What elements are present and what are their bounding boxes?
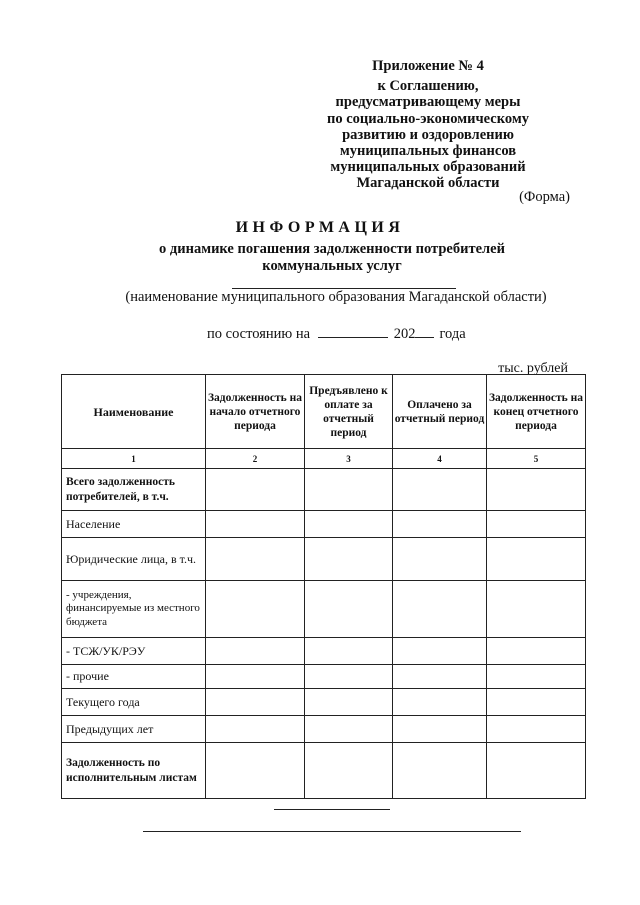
data-cell[interactable] xyxy=(487,538,586,581)
appendix-line: к Соглашению, xyxy=(377,78,479,95)
table-row xyxy=(62,716,586,743)
data-cell[interactable] xyxy=(206,581,305,638)
appendix-number: Приложение № 4 xyxy=(372,58,484,74)
data-cell[interactable] xyxy=(393,689,487,716)
row-label: Текущего года xyxy=(62,689,206,716)
row-label: - прочие xyxy=(62,665,206,689)
column-header: Задолженность на начало отчетного периода xyxy=(206,375,305,449)
data-cell[interactable] xyxy=(305,743,393,799)
data-cell[interactable] xyxy=(206,638,305,665)
column-header: Наименование xyxy=(62,375,206,449)
data-cell[interactable] xyxy=(487,689,586,716)
column-number: 5 xyxy=(487,449,586,469)
data-cell[interactable] xyxy=(206,716,305,743)
column-number-row xyxy=(62,449,586,469)
data-cell[interactable] xyxy=(487,716,586,743)
data-cell[interactable] xyxy=(393,469,487,511)
column-number: 1 xyxy=(62,449,206,469)
data-cell[interactable] xyxy=(206,538,305,581)
appendix-line: по социально-экономическому xyxy=(327,110,529,127)
row-label: Задолженность по исполнительным листам xyxy=(62,743,206,799)
data-cell[interactable] xyxy=(305,638,393,665)
column-header: Оплачено за отчетный период xyxy=(393,375,487,449)
form-label: (Форма) xyxy=(519,189,570,205)
data-cell[interactable] xyxy=(487,511,586,538)
row-label: Население xyxy=(62,511,206,538)
data-cell[interactable] xyxy=(487,469,586,511)
table-header-row xyxy=(62,375,586,449)
table-row xyxy=(62,689,586,716)
document-subtitle xyxy=(0,241,640,274)
data-cell[interactable] xyxy=(206,743,305,799)
units-label: тыс. рублей xyxy=(498,361,568,376)
table-row xyxy=(62,469,586,511)
data-cell[interactable] xyxy=(487,581,586,638)
divider-line xyxy=(274,809,390,810)
data-cell[interactable] xyxy=(393,581,487,638)
data-cell[interactable] xyxy=(206,469,305,511)
appendix-line: муниципальных финансов xyxy=(339,143,517,160)
data-cell[interactable] xyxy=(305,716,393,743)
row-label: Всего задолженность потребителей, в т.ч. xyxy=(62,469,206,511)
data-cell[interactable] xyxy=(305,665,393,689)
data-cell[interactable] xyxy=(487,665,586,689)
appendix-line: муниципальных образований xyxy=(330,159,526,176)
year-prefix: 202 xyxy=(393,326,416,342)
appendix-block xyxy=(308,58,548,192)
data-cell[interactable] xyxy=(305,689,393,716)
data-cell[interactable] xyxy=(305,538,393,581)
table-row xyxy=(62,743,586,799)
data-cell[interactable] xyxy=(206,511,305,538)
appendix-line: предусматривающему меры xyxy=(335,94,521,111)
date-field[interactable] xyxy=(318,325,388,338)
appendix-line: Магаданской области xyxy=(356,175,500,192)
column-number: 4 xyxy=(393,449,487,469)
table-row xyxy=(62,638,586,665)
appendix-line: развитию и оздоровлению xyxy=(342,126,514,143)
data-cell[interactable] xyxy=(305,511,393,538)
subtitle-line: о динамике погашения задолженности потребителей xyxy=(159,241,505,257)
row-label: - ТСЖ/УК/РЭУ xyxy=(62,638,206,665)
divider-line xyxy=(143,831,521,832)
data-cell[interactable] xyxy=(393,743,487,799)
column-number: 2 xyxy=(206,449,305,469)
data-cell[interactable] xyxy=(393,716,487,743)
data-cell[interactable] xyxy=(206,689,305,716)
table-row xyxy=(62,581,586,638)
debt-table xyxy=(61,374,586,799)
data-cell[interactable] xyxy=(206,665,305,689)
table-row xyxy=(62,665,586,689)
data-cell[interactable] xyxy=(393,665,487,689)
table-row xyxy=(62,538,586,581)
date-suffix: года xyxy=(439,326,466,342)
date-prefix: по состоянию на xyxy=(207,326,311,342)
data-cell[interactable] xyxy=(393,511,487,538)
document-title: ИНФОРМАЦИЯ xyxy=(235,219,405,236)
data-cell[interactable] xyxy=(305,469,393,511)
column-header: Задолженность на конец отчетного периода xyxy=(487,375,586,449)
date-row xyxy=(207,325,466,343)
data-cell[interactable] xyxy=(487,638,586,665)
row-label: Юридические лица, в т.ч. xyxy=(62,538,206,581)
row-label: Предыдущих лет xyxy=(62,716,206,743)
subtitle-line: коммунальных услуг xyxy=(262,257,402,274)
column-header: Предъявлено к оплате за отчетный период xyxy=(305,375,393,449)
row-label: - учреждения, финансируемые из местного бюджета xyxy=(62,581,206,638)
data-cell[interactable] xyxy=(487,743,586,799)
table-row xyxy=(62,511,586,538)
data-cell[interactable] xyxy=(393,538,487,581)
municipality-caption: (наименование муниципального образования Магаданской области) xyxy=(125,289,547,305)
column-number: 3 xyxy=(305,449,393,469)
data-cell[interactable] xyxy=(305,581,393,638)
data-cell[interactable] xyxy=(393,638,487,665)
year-field[interactable] xyxy=(415,325,434,338)
